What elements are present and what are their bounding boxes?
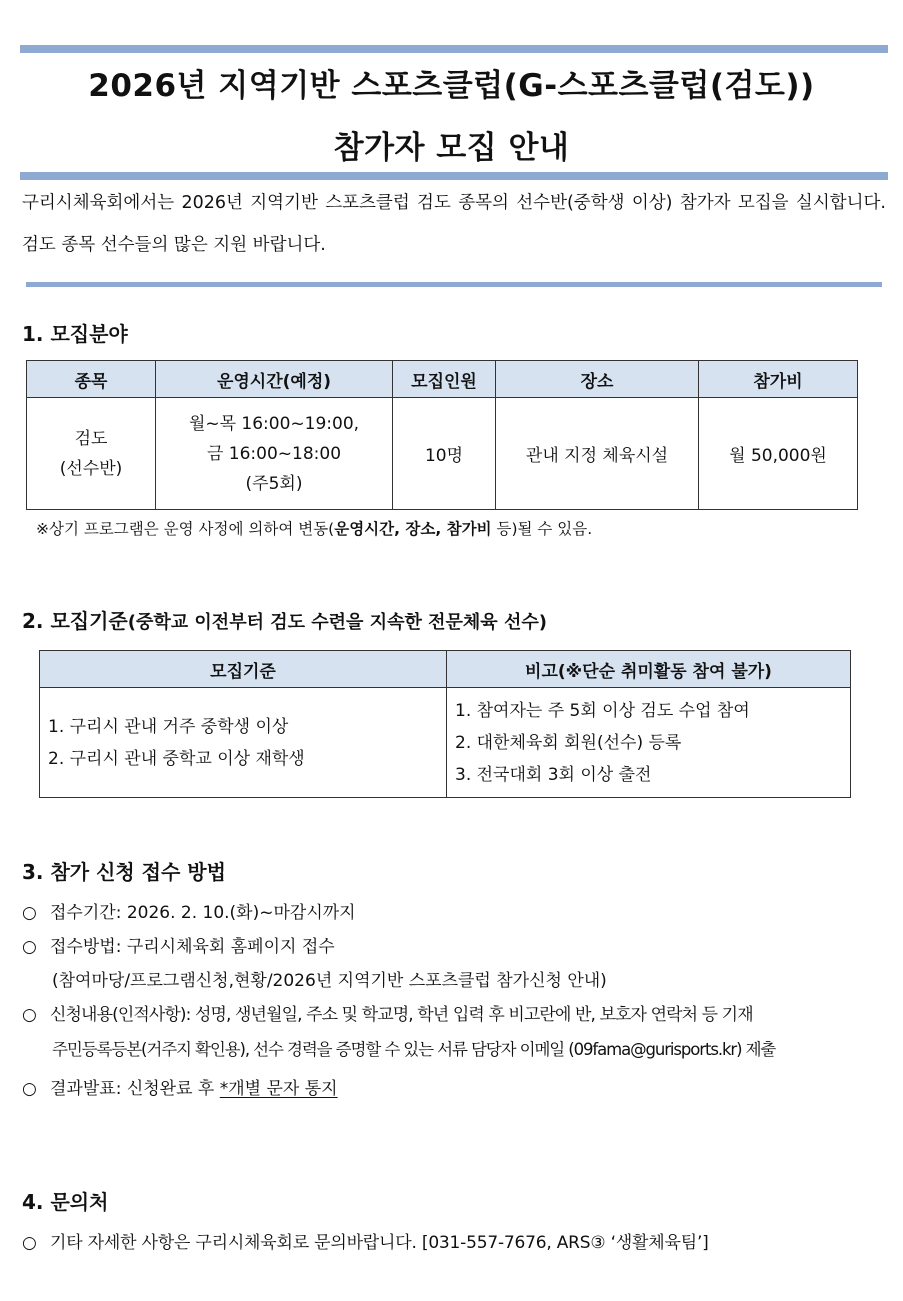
header-fee: 참가비 — [699, 361, 858, 398]
cell-fee: 월 50,000원 — [699, 398, 858, 510]
result-line — [22, 1074, 338, 1099]
table-row — [27, 398, 858, 510]
intro-rule — [26, 282, 882, 287]
page-subtitle: 참가자 모집 안내 — [333, 130, 570, 166]
title-bottom-rule — [20, 172, 888, 180]
remark-item: 2. 대한체육회 회원(선수) 등록 — [455, 732, 682, 753]
cell-count: 10명 — [393, 398, 496, 510]
criteria-row — [40, 688, 851, 798]
criteria-item: 2. 구리시 관내 중학교 이상 재학생 — [48, 748, 305, 769]
circle-bullet-icon: ○ — [22, 1079, 37, 1099]
section2-heading — [22, 605, 547, 634]
criteria-item: 1. 구리시 관내 거주 중학생 이상 — [48, 716, 289, 737]
content-text: 신청내용(인적사항): 성명, 생년월일, 주소 및 학교명, 학년 입력 후 비고란에 반, 보호자 연락처 등 기재 — [50, 1005, 753, 1025]
section4-heading: 4. 문의처 — [22, 1190, 109, 1214]
period-text: 접수기간: 2026. 2. 10.(화)~마감시까지 — [50, 903, 356, 923]
cell-remarks — [447, 688, 851, 798]
method-line — [22, 932, 335, 957]
page-title: 2026년 지역기반 스포츠클럽(G-스포츠클럽(검도)) — [88, 68, 815, 104]
section2-subtitle: (중학교 이전부터 검도 수련을 지속한 전문체육 선수) — [127, 612, 547, 633]
section3-heading: 3. 참가 신청 접수 방법 — [22, 860, 226, 884]
criteria-table — [39, 650, 851, 798]
time-friday: 금 16:00~18:00 — [206, 443, 342, 464]
recruitment-table — [26, 360, 858, 510]
content-line2: 주민등록등본(거주지 확인용), 선수 경력을 증명할 수 있는 서류 담당자 이메일 (09fama@gurisports.kr) 제출 — [52, 1040, 776, 1059]
sport-class: (선수반) — [59, 458, 123, 479]
cell-sport — [27, 398, 156, 510]
circle-bullet-icon: ○ — [22, 903, 37, 923]
method-text: 접수방법: 구리시체육회 홈페이지 접수 — [50, 937, 335, 957]
sport-name: 검도 — [74, 428, 108, 449]
header-time: 운영시간(예정) — [156, 361, 393, 398]
period-line — [22, 898, 356, 923]
time-frequency: (주5회) — [245, 473, 303, 494]
header-remarks: 비고(※단순 취미활동 참여 불가) — [447, 651, 851, 688]
section1-heading: 1. 모집분야 — [22, 322, 128, 346]
header-place: 장소 — [496, 361, 699, 398]
cell-time — [156, 398, 393, 510]
top-rule — [20, 45, 888, 53]
note-bold: 운영시간, 장소, 참가비 — [334, 520, 492, 538]
note-prefix: ※상기 프로그램은 운영 사정에 의하여 변동( — [36, 520, 335, 538]
section2-title: 2. 모집기준 — [22, 609, 128, 633]
circle-bullet-icon: ○ — [22, 1005, 36, 1025]
header-count: 모집인원 — [393, 361, 496, 398]
remark-item: 1. 참여자는 주 5회 이상 검도 수업 참여 — [455, 700, 750, 721]
criteria-header-row — [40, 651, 851, 688]
contact-text: 기타 자세한 사항은 구리시체육회로 문의바랍니다. [031-557-7676, ARS③ ‘생활체육팀’] — [50, 1233, 709, 1253]
header-criteria: 모집기준 — [40, 651, 447, 688]
table-header-row — [27, 361, 858, 398]
note-suffix: 등)될 수 있음. — [491, 520, 593, 538]
cell-place: 관내 지정 체육시설 — [496, 398, 699, 510]
intro-text: 구리시체육회에서는 2026년 지역기반 스포츠클럽 검도 종목의 선수반(중학생 이상) 참가자 모집을 실시합니다. 검도 종목 선수들의 많은 지원 바랍니다. — [22, 193, 886, 255]
circle-bullet-icon: ○ — [22, 937, 37, 957]
method-path: (참여마당/프로그램신청,현황/2026년 지역기반 스포츠클럽 참가신청 안내) — [52, 971, 607, 991]
time-weekday: 월~목 16:00~19:00, — [188, 413, 360, 434]
header-sport: 종목 — [27, 361, 156, 398]
result-underline: *개별 문자 통지 — [219, 1079, 338, 1099]
contact-line — [22, 1228, 709, 1253]
cell-criteria — [40, 688, 447, 798]
circle-bullet-icon: ○ — [22, 1233, 37, 1253]
result-prefix: 결과발표: 신청완료 후 — [50, 1079, 220, 1099]
remark-item: 3. 전국대회 3회 이상 출전 — [455, 764, 652, 785]
content-line — [22, 1000, 753, 1025]
section1-note — [36, 517, 592, 539]
